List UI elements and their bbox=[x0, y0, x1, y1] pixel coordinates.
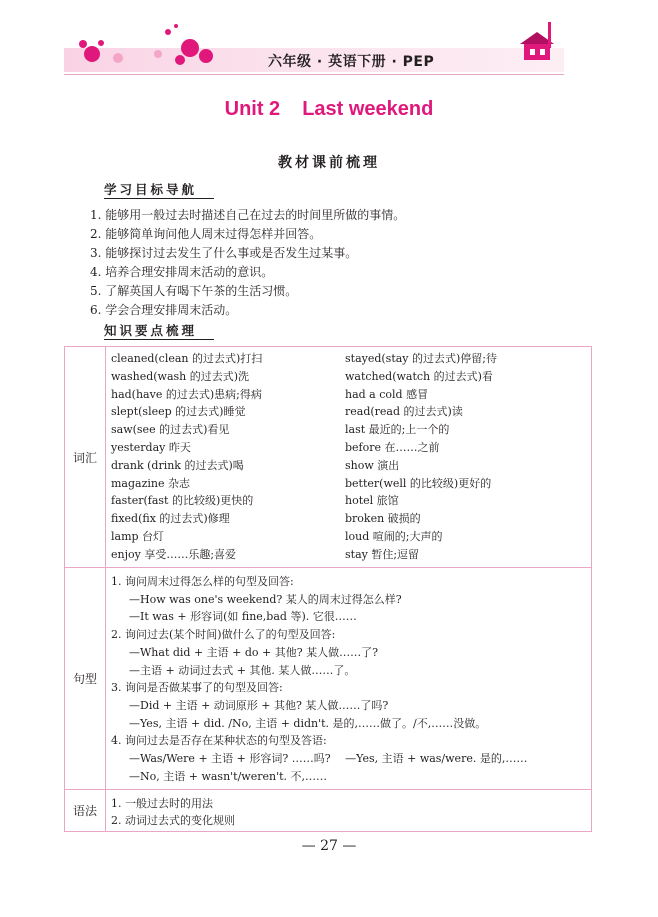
pattern-line: —How was one's weekend? 某人的周末过得怎么样? bbox=[129, 592, 402, 606]
vocab-label: 词汇 bbox=[65, 347, 106, 567]
vocab-item: lamp 台灯 bbox=[111, 529, 165, 543]
vocab-item: saw(see 的过去式)看见 bbox=[111, 423, 230, 437]
vocab-item: before 在……之前 bbox=[345, 440, 440, 454]
vocab-item: had a cold 感冒 bbox=[345, 387, 429, 401]
vocab-item: faster(fast 的比较级)更快的 bbox=[111, 494, 254, 508]
vocab-item: read(read 的过去式)读 bbox=[345, 405, 463, 419]
flower-decoration-icon bbox=[70, 18, 220, 78]
vocab-item: stay 暂住;逗留 bbox=[345, 547, 420, 561]
vocab-item: loud 喧闹的;大声的 bbox=[345, 529, 443, 543]
pattern-line: 2. 询问过去(某个时间)做什么了的句型及回答: bbox=[111, 628, 336, 642]
vocab-item: broken 破损的 bbox=[345, 512, 421, 526]
grammar-list bbox=[111, 795, 235, 829]
vocab-item: watched(watch 的过去式)看 bbox=[345, 369, 493, 383]
grammar-row bbox=[65, 790, 591, 831]
knowledge-heading-underline bbox=[104, 339, 214, 340]
section-title: 教材课前梳理 bbox=[278, 155, 380, 171]
vocab-item: fixed(fix 的过去式)修理 bbox=[111, 512, 230, 526]
unit-label: Unit 2 bbox=[224, 98, 281, 120]
unit-name: Last weekend bbox=[302, 98, 434, 120]
vocab-item: enjoy 享受……乐趣;喜爱 bbox=[111, 547, 237, 561]
vocab-row bbox=[65, 347, 591, 568]
pattern-line: —What did + 主语 + do + 其他? 某人做……了? bbox=[129, 645, 379, 659]
goal-item: 4. 培养合理安排周末活动的意识。 bbox=[90, 265, 274, 279]
page-header bbox=[0, 0, 658, 100]
knowledge-heading: 知识要点梳理 bbox=[104, 323, 198, 338]
vocab-item: last 最近的;上一个的 bbox=[345, 423, 450, 437]
house-decoration-icon bbox=[500, 16, 570, 76]
vocab-item: hotel 旅馆 bbox=[345, 494, 399, 508]
grammar-label: 语法 bbox=[65, 790, 106, 831]
vocab-item: yesterday 昨天 bbox=[111, 440, 191, 454]
pattern-line: —It was + 形容词(如 fine,bad 等). 它很…… bbox=[129, 610, 357, 624]
vocab-item: slept(sleep 的过去式)睡觉 bbox=[111, 405, 246, 419]
pattern-line: 4. 询问过去是否存在某种状态的句型及答语: bbox=[111, 734, 327, 748]
pattern-line: 3. 询问是否做某事了的句型及回答: bbox=[111, 681, 283, 695]
vocab-item: cleaned(clean 的过去式)打扫 bbox=[111, 352, 263, 365]
goals-heading-underline bbox=[104, 198, 214, 199]
goals-heading: 学习目标导航 bbox=[104, 182, 198, 197]
book-title: 六年级 · 英语下册 · PEP bbox=[268, 54, 435, 70]
grammar-item: 2. 动词过去式的变化规则 bbox=[111, 814, 235, 827]
knowledge-table bbox=[64, 346, 592, 832]
vocab-item: had(have 的过去式)患病;得病 bbox=[111, 387, 262, 401]
pattern-line: —Did + 主语 + 动词原形 + 其他? 某人做……了吗? bbox=[129, 698, 389, 712]
goal-item: 3. 能够探讨过去发生了什么事或是否发生过某事。 bbox=[90, 246, 358, 260]
goal-item: 1. 能够用一般过去时描述自己在过去的时间里所做的事情。 bbox=[90, 208, 406, 222]
pattern-label: 句型 bbox=[65, 568, 106, 789]
vocab-item: magazine 杂志 bbox=[111, 476, 190, 490]
unit-title bbox=[0, 98, 658, 121]
grammar-item: 1. 一般过去时的用法 bbox=[111, 797, 213, 810]
vocab-right-column bbox=[345, 350, 497, 564]
pattern-list bbox=[111, 573, 527, 785]
goals-list bbox=[90, 206, 405, 320]
pattern-line: 1. 询问周末过得怎么样的句型及回答: bbox=[111, 575, 294, 588]
vocab-item: washed(wash 的过去式)洗 bbox=[111, 369, 250, 383]
vocab-left-column bbox=[111, 350, 262, 564]
goal-item: 5. 了解英国人有喝下午茶的生活习惯。 bbox=[90, 284, 298, 298]
page-number: — 27 — bbox=[301, 838, 357, 854]
vocab-item: stayed(stay 的过去式)停留;待 bbox=[345, 352, 498, 365]
pattern-line: —主语 + 动词过去式 + 其他. 某人做……了。 bbox=[129, 663, 356, 677]
pattern-line: —No, 主语 + wasn't/weren't. 不,…… bbox=[129, 769, 328, 783]
vocab-item: better(well 的比较级)更好的 bbox=[345, 476, 492, 490]
pattern-line: —Was/Were + 主语 + 形容词? ……吗? —Yes, 主语 + was/were. 是的,…… bbox=[129, 752, 528, 766]
pattern-line: —Yes, 主语 + did. /No, 主语 + didn't. 是的,……做了。/不,……没做。 bbox=[129, 716, 487, 730]
vocab-item: drank (drink 的过去式)喝 bbox=[111, 458, 244, 472]
goal-item: 6. 学会合理安排周末活动。 bbox=[90, 303, 238, 317]
pattern-row bbox=[65, 568, 591, 790]
vocab-item: show 演出 bbox=[345, 458, 400, 472]
goal-item: 2. 能够简单询问他人周末过得怎样并回答。 bbox=[90, 227, 322, 241]
